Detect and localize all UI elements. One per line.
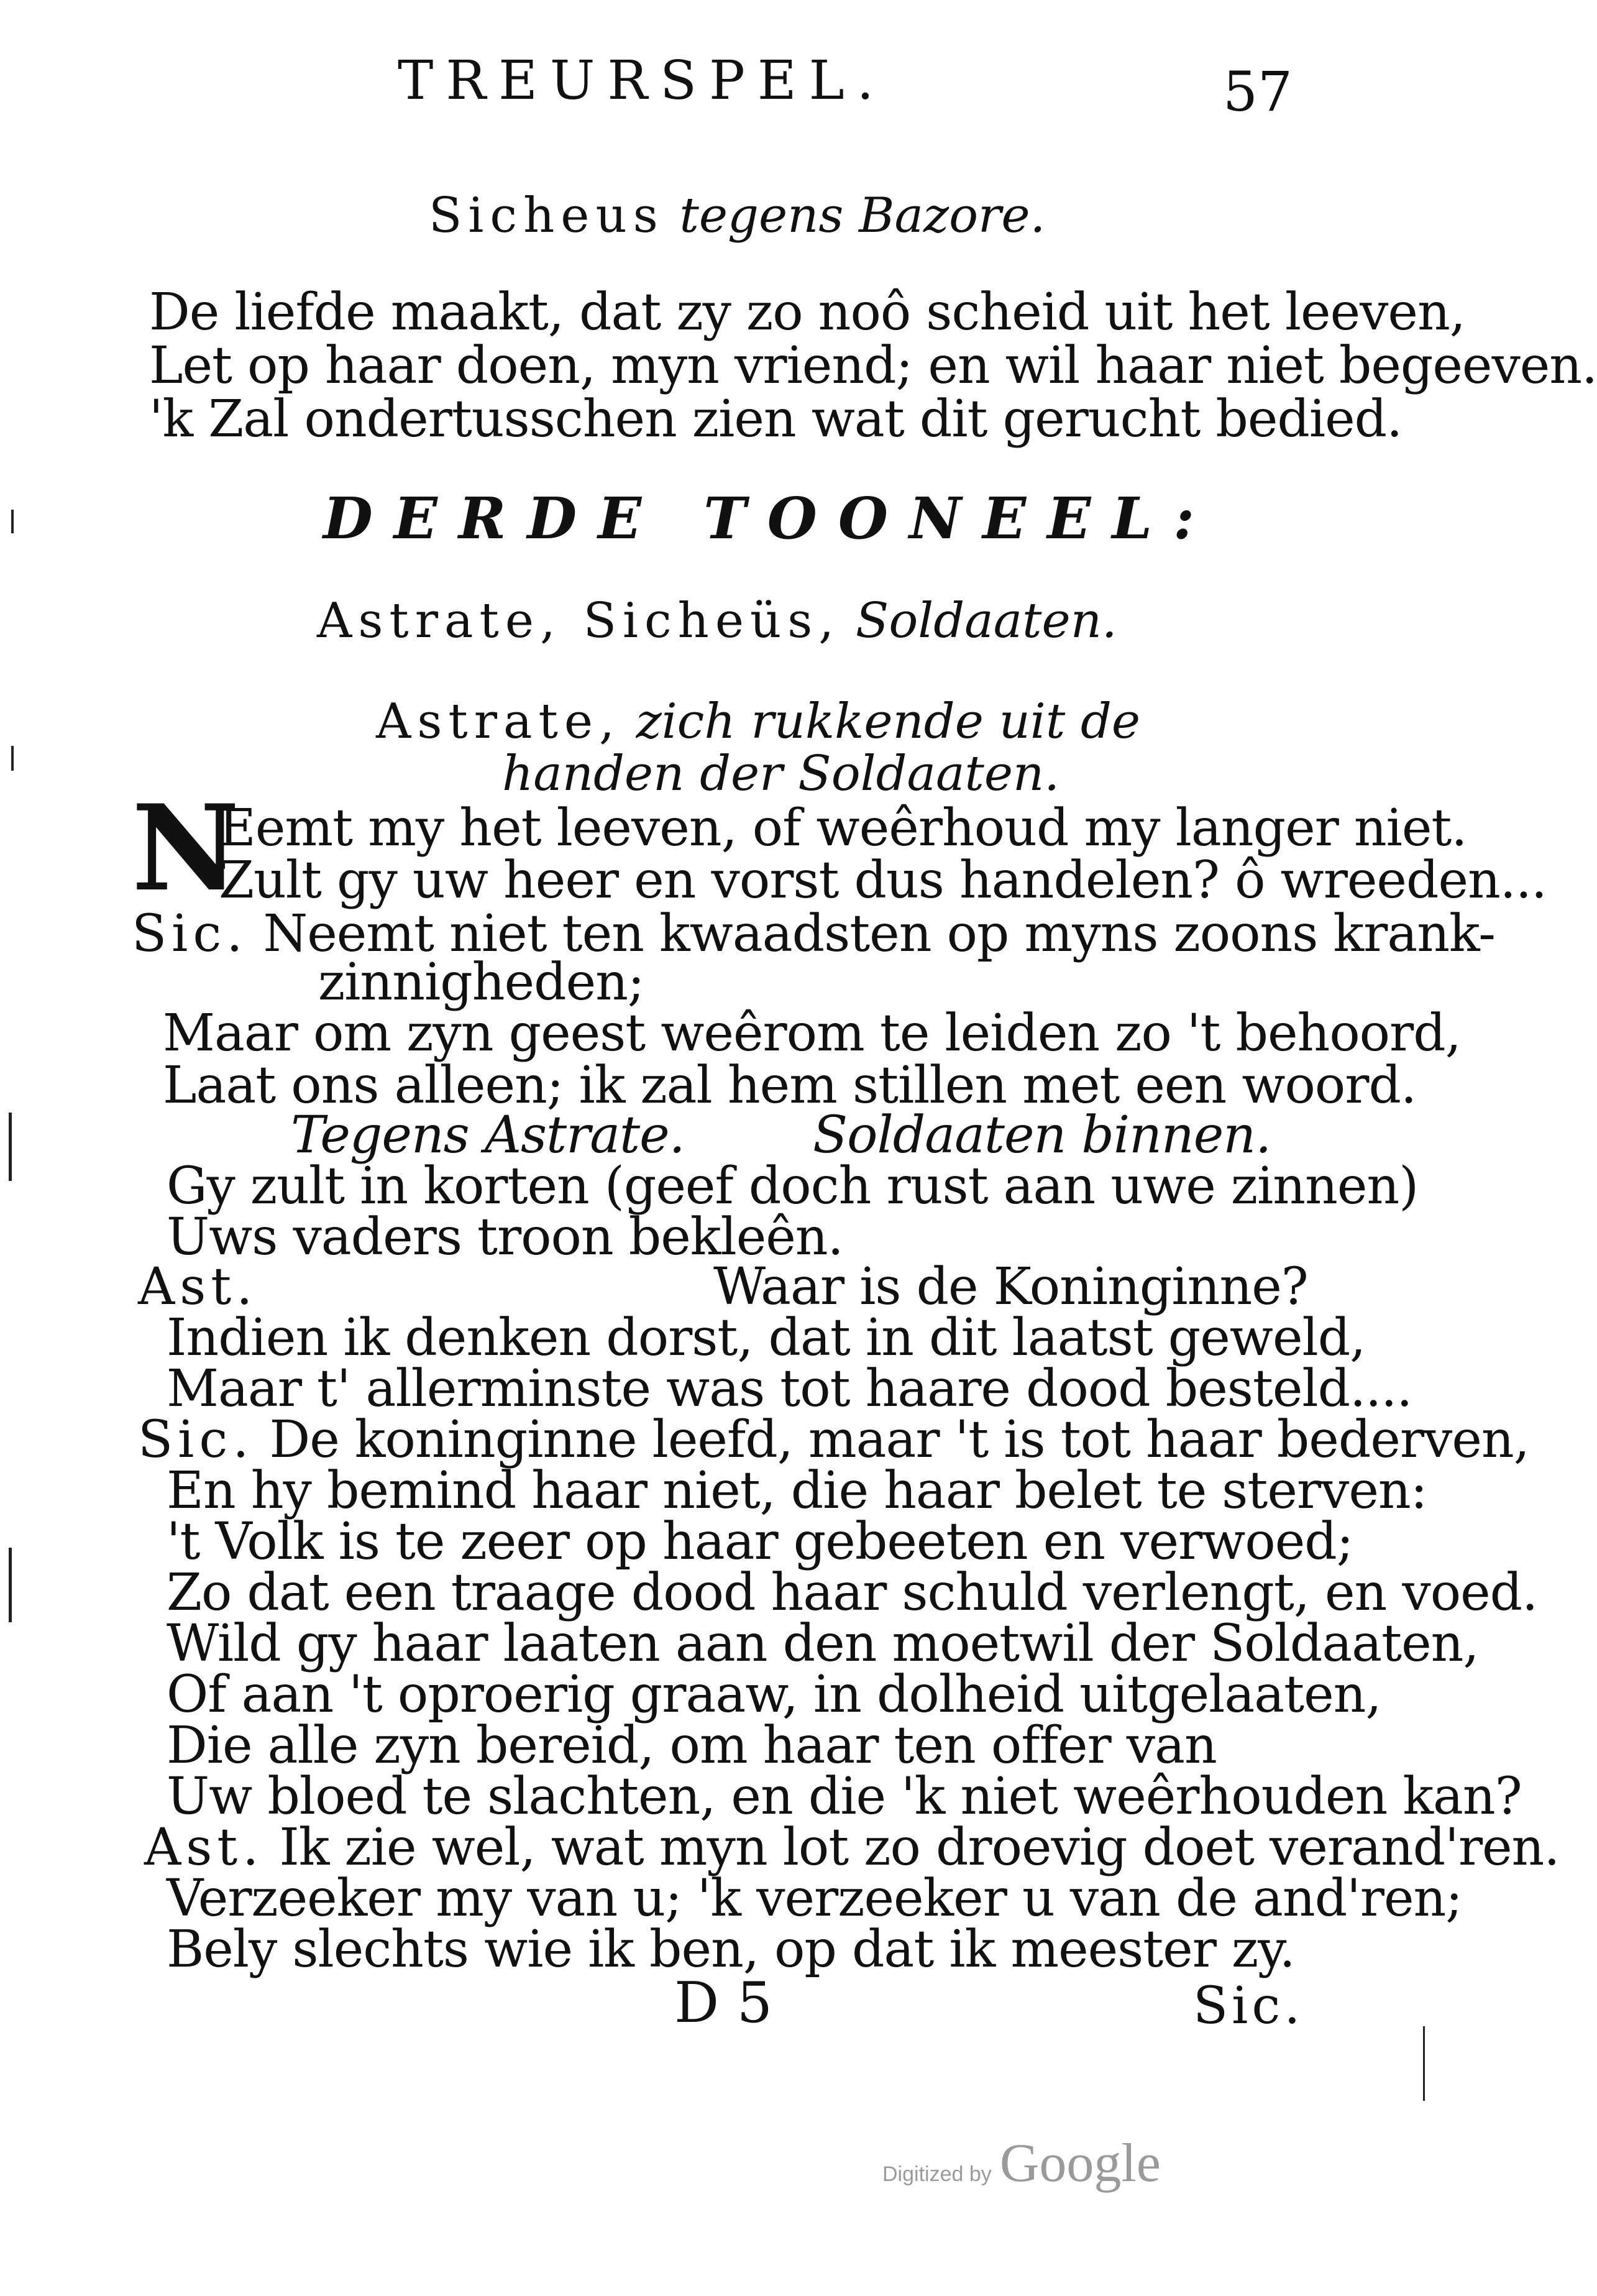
verse-line: Laat ons alleen; ik zal hem stillen met een woord. — [163, 1056, 1417, 1115]
stage-direction-left: Tegens Astrate. — [291, 1106, 685, 1165]
verse-line: Eemt my het leeven, of weêrhoud my langer niet. — [219, 799, 1467, 858]
entry-direction-text-2: handen der Soldaaten. — [502, 746, 1060, 802]
scan-mark — [9, 1548, 12, 1622]
watermark-brand: Google — [999, 2133, 1161, 2193]
verse-line: Maar t' allerminste was tot haare dood besteld.... — [167, 1359, 1412, 1418]
drop-cap: N — [132, 779, 240, 917]
verse-line: Gy zult in korten (geef doch rust aan uwe zinnen) — [167, 1157, 1419, 1216]
scan-mark — [11, 510, 14, 533]
verse-line: 'k Zal ondertusschen zien wat dit gerucht bedied. — [149, 390, 1403, 449]
speech-text: Waar is de Koninginne? — [713, 1257, 1308, 1316]
verse-line: Bely slechts wie ik ben, op dat ik meester zy. — [167, 1920, 1295, 1979]
heading-direction: tegens Bazore. — [679, 188, 1046, 244]
verse-line: Uws vaders troon bekleên. — [167, 1208, 843, 1267]
act-title: DERDE TOONEEL: — [323, 485, 1216, 552]
speaker-label: Ast. — [144, 1818, 264, 1877]
catchword: Sic. — [1193, 1977, 1304, 2036]
cast-names: Astrate, Sicheüs, — [317, 593, 841, 649]
speech-text: De koninginne leefd, maar 't is tot haar bederven, — [269, 1410, 1529, 1469]
stage-direction-right: Soldaaten binnen. — [813, 1106, 1271, 1165]
verse-line: De liefde maakt, dat zy zo noô scheid uit het leeven, — [149, 283, 1465, 342]
speaker-label: Ast. — [138, 1257, 258, 1316]
verse-line: Wild gy haar laaten aan den moetwil der Soldaaten, — [167, 1614, 1479, 1673]
verse-line: Of aan 't oproerig graaw, in dolheid uitgelaaten, — [167, 1665, 1381, 1724]
entry-direction — [376, 694, 1141, 750]
page-number: 57 — [1223, 60, 1293, 124]
speech-text: Ik zie wel, wat myn lot zo droevig doet verand'ren. — [279, 1818, 1560, 1877]
verse-line: zinnigheden; — [318, 953, 644, 1012]
verse-line: Die alle zyn bereid, om haar ten offer van — [167, 1716, 1217, 1775]
running-title: TREURSPEL. — [398, 50, 887, 112]
verse-line: Let op haar doen, myn vriend; en wil haar niet begeeven. — [149, 336, 1597, 395]
verse-line: Indien ik denken dorst, dat in dit laatst geweld, — [167, 1308, 1366, 1367]
cast-direction: Soldaaten. — [855, 593, 1117, 649]
speech-line — [138, 1410, 1529, 1469]
speaker-label: Sic. — [138, 1410, 254, 1469]
digitized-watermark — [882, 2132, 1161, 2195]
verse-line: Uw bloed te slachten, en die 'k niet weêrhouden kan? — [167, 1767, 1522, 1826]
signature-mark: D 5 — [674, 1970, 773, 2036]
watermark-prefix: Digitized by — [882, 2162, 992, 2186]
verse-line: 't Volk is te zeer op haar gebeeten en verwoed; — [167, 1512, 1353, 1571]
verse-line: En hy bemind haar niet, die haar belet te sterven: — [167, 1461, 1427, 1520]
speech-line — [144, 1818, 1560, 1877]
entry-direction-text-1: zich rukkende uit de — [636, 694, 1141, 750]
cast-list — [317, 593, 1117, 649]
scene-heading-sicheus — [429, 188, 1046, 244]
entry-speaker: Astrate, — [376, 694, 621, 750]
scan-mark — [9, 1113, 12, 1181]
speech-line — [132, 904, 1495, 963]
heading-speaker: Sicheus — [429, 188, 664, 244]
verse-line: Zo dat een traage dood haar schuld verlengt, en voed. — [167, 1563, 1538, 1622]
scan-mark — [1423, 2026, 1425, 2101]
scan-mark — [11, 746, 14, 771]
speech-text: Neemt niet ten kwaadsten op myns zoons krank- — [263, 904, 1495, 963]
verse-line: Zult gy uw heer en vorst dus handelen? ô wreeden... — [219, 851, 1547, 910]
verse-line: Maar om zyn geest weêrom te leiden zo 't behoord, — [163, 1004, 1461, 1063]
speaker-label: Sic. — [132, 904, 248, 963]
verse-line: Verzeeker my van u; 'k verzeeker u van de and'ren; — [167, 1869, 1462, 1928]
